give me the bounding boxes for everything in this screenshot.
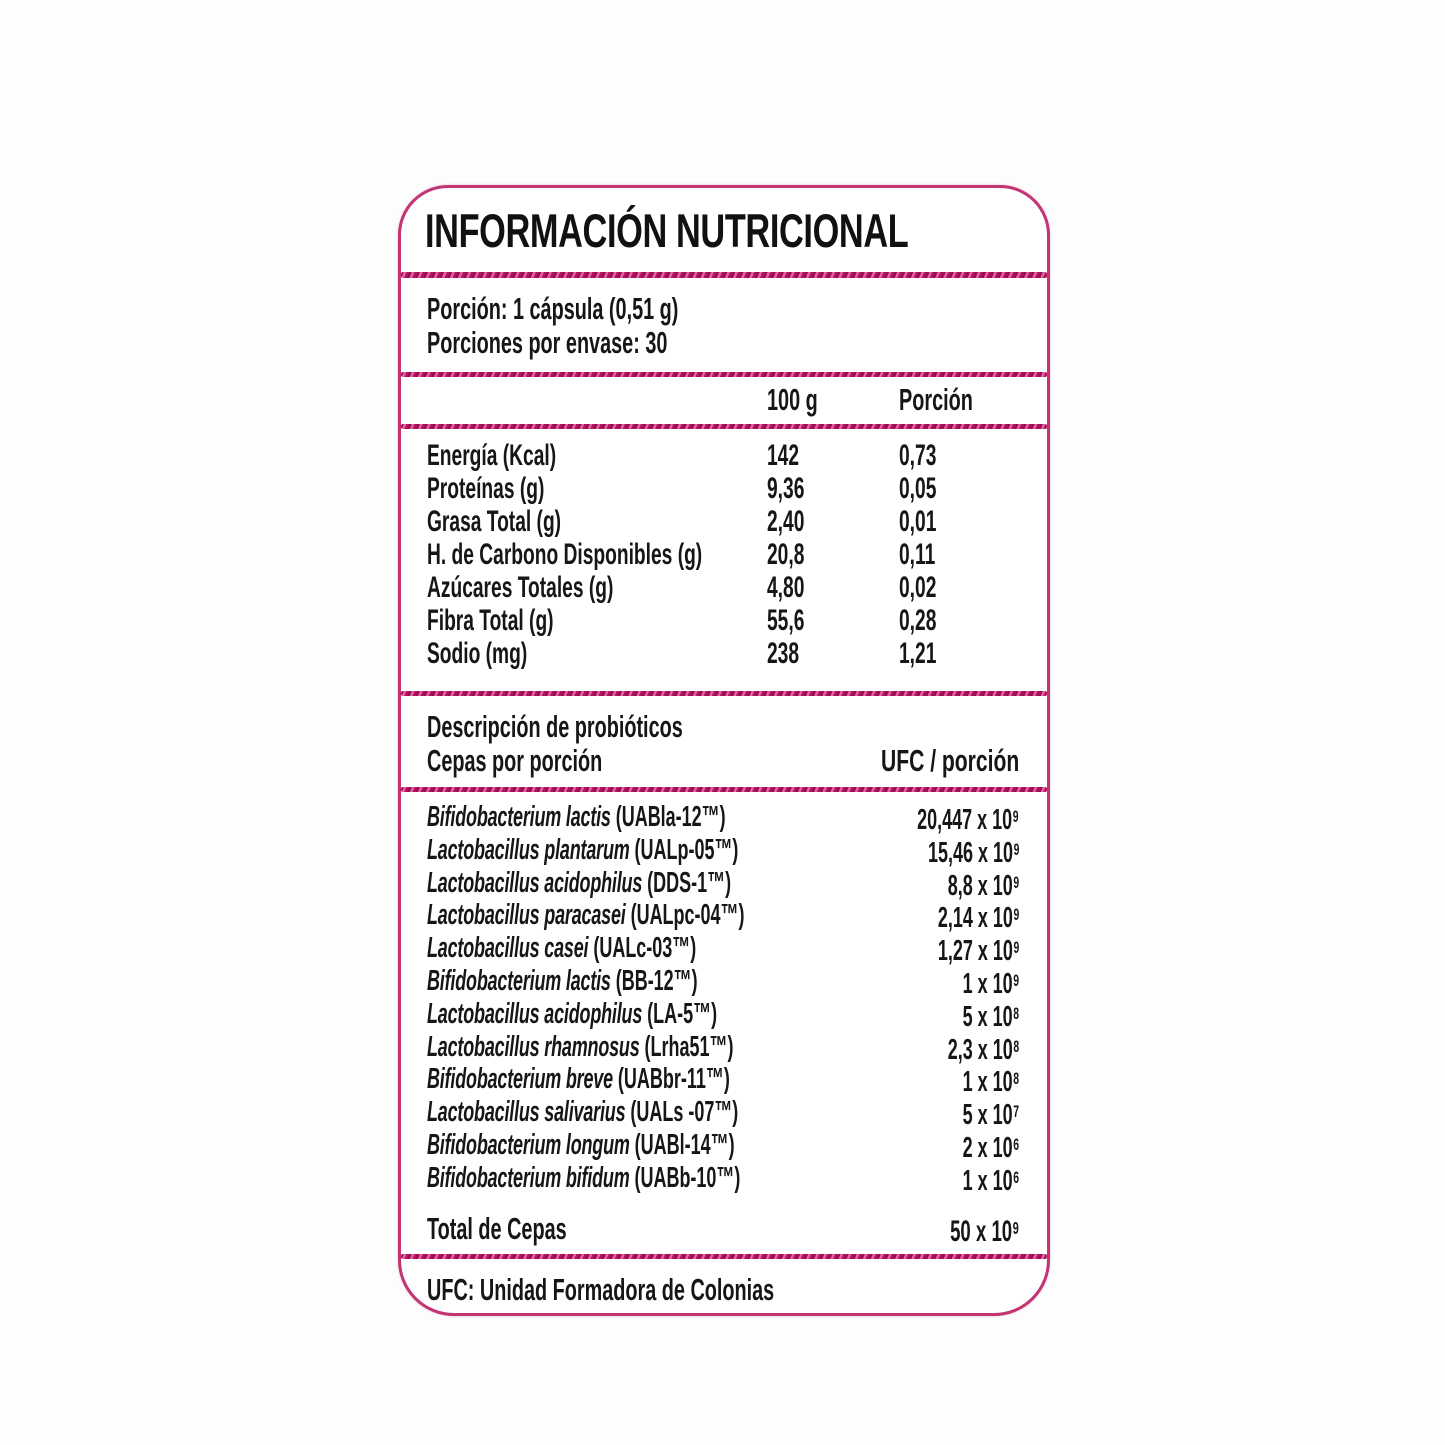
nutrient-label: Fibra Total (g) [427, 604, 554, 637]
nutrient-value-portion: 0,73 [899, 439, 937, 472]
serving-size-line: Porción: 1 cápsula (0,51 g) [427, 291, 679, 326]
strain-code: (UALc-03™) [593, 932, 697, 965]
exponent: 9 [1013, 938, 1019, 958]
servings-per-container-line: Porciones por envase: 30 [427, 325, 668, 360]
strain-value: 20,447 x $10^9$ [917, 804, 1019, 836]
strain-code: (BB-12™) [615, 964, 698, 997]
exponent: 6 [1013, 1167, 1019, 1187]
nutrient-value-100g: 20,8 [767, 538, 805, 571]
nutrient-value-portion: 0,05 [899, 472, 937, 505]
nutrition-table [427, 439, 1047, 670]
separator-line [401, 1254, 1047, 1259]
strain-value: 1 x $10^8$ [962, 1066, 1019, 1099]
probiotics-subheader-row [401, 744, 1047, 778]
exponent: 9 [1013, 839, 1019, 859]
nutrient-label: Sodio (mg) [427, 637, 528, 670]
exponent: 9 [1013, 807, 1019, 826]
strain-name: Lactobacillus acidophilus (LA-5™) [427, 997, 718, 1030]
nutrient-value-portion: 0,01 [899, 505, 937, 538]
probiotic-row [401, 1063, 1047, 1099]
separator-line [401, 787, 1047, 792]
label-title-text: INFORMACIÓN NUTRICIONAL [425, 204, 909, 257]
nutrient-value-100g: 55,6 [767, 604, 805, 637]
strain-code: (UALp-05™) [634, 833, 739, 866]
exponent: 8 [1013, 1003, 1019, 1023]
column-header-portion: Porción [899, 382, 973, 417]
strain-value: 2 x $10^6$ [962, 1131, 1019, 1164]
strain-value: 2,14 x $10^9$ [937, 902, 1019, 935]
strain-code: (UABl-14™) [634, 1128, 735, 1161]
nutrient-value-100g: 142 [767, 439, 800, 472]
strain-value: 8,8 x $10^9$ [947, 869, 1019, 902]
strain-value: 5 x $10^8$ [962, 1000, 1019, 1033]
separator-line [401, 424, 1047, 429]
nutrient-row [427, 637, 1047, 670]
nutrient-row [427, 571, 1047, 604]
nutrient-label: Grasa Total (g) [427, 505, 562, 538]
probiotic-row [401, 998, 1047, 1031]
nutrient-label: Proteínas (g) [427, 472, 545, 505]
strain-value: 5 x $10^7$ [962, 1099, 1019, 1132]
strain-value: 15,46 x $10^9$ [927, 836, 1019, 869]
probiotic-row [401, 1031, 1047, 1064]
strain-value: 2,3 x $10^8$ [947, 1033, 1019, 1066]
probiotic-row [401, 932, 1047, 968]
total-strains-row [401, 1210, 1047, 1248]
separator-line [401, 372, 1047, 377]
strain-name: Bifidobacterium longum (UABl-14™) [427, 1128, 735, 1161]
probiotics-header [401, 710, 1047, 778]
nutrition-label-card [398, 185, 1050, 1316]
nutrient-label: Azúcares Totales (g) [427, 571, 614, 604]
probiotic-row [401, 1096, 1047, 1132]
strain-code: (DDS-1™) [647, 866, 732, 899]
strain-name: Lactobacillus rhamnosus (Lrha51™) [427, 1030, 734, 1063]
total-strains-label: Total de Cepas [427, 1210, 567, 1246]
column-header-100g: 100 g [767, 382, 818, 417]
exponent: 8 [1013, 1069, 1019, 1089]
serving-info [427, 292, 1047, 360]
nutrient-value-portion: 1,21 [899, 637, 937, 670]
exponent: 9 [1013, 970, 1019, 990]
nutrient-row [427, 439, 1047, 472]
probiotic-row [401, 1129, 1047, 1162]
strain-name: Lactobacillus acidophilus (DDS-1™) [427, 866, 732, 899]
strain-code: (Lrha51™) [644, 1030, 734, 1063]
exponent: 7 [1013, 1102, 1019, 1122]
nutrition-column-headers [427, 383, 1047, 416]
nutrient-row [427, 538, 1047, 571]
strain-name: Bifidobacterium breve (UABbr-11™) [427, 1063, 730, 1096]
strain-code: (LA-5™) [647, 997, 718, 1030]
total-strains-value: 50 x $10^9$ [950, 1214, 1019, 1248]
ufc-per-portion-header: UFC / porción [880, 743, 1019, 778]
strain-code: (UALs -07™) [630, 1096, 739, 1129]
strain-name: Lactobacillus paracasei (UALpc-04™) [427, 899, 745, 932]
column-header-spacer [427, 383, 767, 416]
nutrient-value-portion: 0,11 [899, 538, 936, 571]
exponent: 9 [1013, 872, 1019, 892]
nutrient-label: H. de Carbono Disponibles (g) [427, 538, 703, 571]
nutrient-value-100g: 2,40 [767, 505, 805, 538]
probiotic-row [401, 867, 1047, 900]
probiotic-row [401, 1162, 1047, 1195]
nutrient-value-portion: 0,28 [899, 604, 937, 637]
nutrient-row [427, 604, 1047, 637]
probiotic-row [401, 965, 1047, 998]
nutrient-value-100g: 4,80 [767, 571, 805, 604]
strain-code: (UALpc-04™) [630, 899, 745, 932]
strain-name: Bifidobacterium lactis (BB-12™) [427, 964, 698, 997]
exponent: 8 [1013, 1036, 1019, 1056]
exponent: 9 [1013, 1217, 1019, 1238]
nutrient-label: Energía (Kcal) [427, 439, 557, 472]
exponent: 9 [1013, 905, 1019, 925]
strain-name: Bifidobacterium bifidum (UABb-10™) [427, 1161, 741, 1194]
nutrient-value-portion: 0,02 [899, 571, 937, 604]
strain-name: Lactobacillus casei (UALc-03™) [427, 932, 697, 965]
nutrient-value-100g: 9,36 [767, 472, 805, 505]
probiotic-row [401, 899, 1047, 935]
separator-line [401, 272, 1047, 278]
probiotic-row [401, 801, 1047, 834]
strain-value: 1,27 x $10^9$ [937, 935, 1019, 968]
strain-value: 1 x $10^6$ [962, 1164, 1019, 1197]
label-title [425, 204, 1047, 258]
strain-name: Lactobacillus salivarius (UALs -07™) [427, 1096, 739, 1129]
probiotics-description-heading: Descripción de probióticos [427, 709, 683, 744]
separator-line [401, 691, 1047, 696]
nutrient-row [427, 505, 1047, 538]
probiotics-table [401, 801, 1047, 1195]
nutrient-value-100g: 238 [767, 637, 800, 670]
strains-per-portion-heading: Cepas por porción [427, 743, 603, 778]
strain-code: (UABbr-11™) [617, 1063, 730, 1096]
strain-name: Bifidobacterium lactis (UABla-12™) [427, 801, 726, 833]
ufc-footnote: UFC: Unidad Formadora de Colonias [427, 1271, 775, 1307]
exponent: 6 [1013, 1134, 1019, 1154]
probiotic-row [401, 834, 1047, 867]
nutrient-row [427, 472, 1047, 505]
strain-name: Lactobacillus plantarum (UALp-05™) [427, 833, 739, 866]
strain-code: (UABb-10™) [634, 1161, 741, 1194]
strain-value: 1 x $10^9$ [962, 967, 1019, 1000]
strain-code: (UABla-12™) [615, 801, 726, 833]
